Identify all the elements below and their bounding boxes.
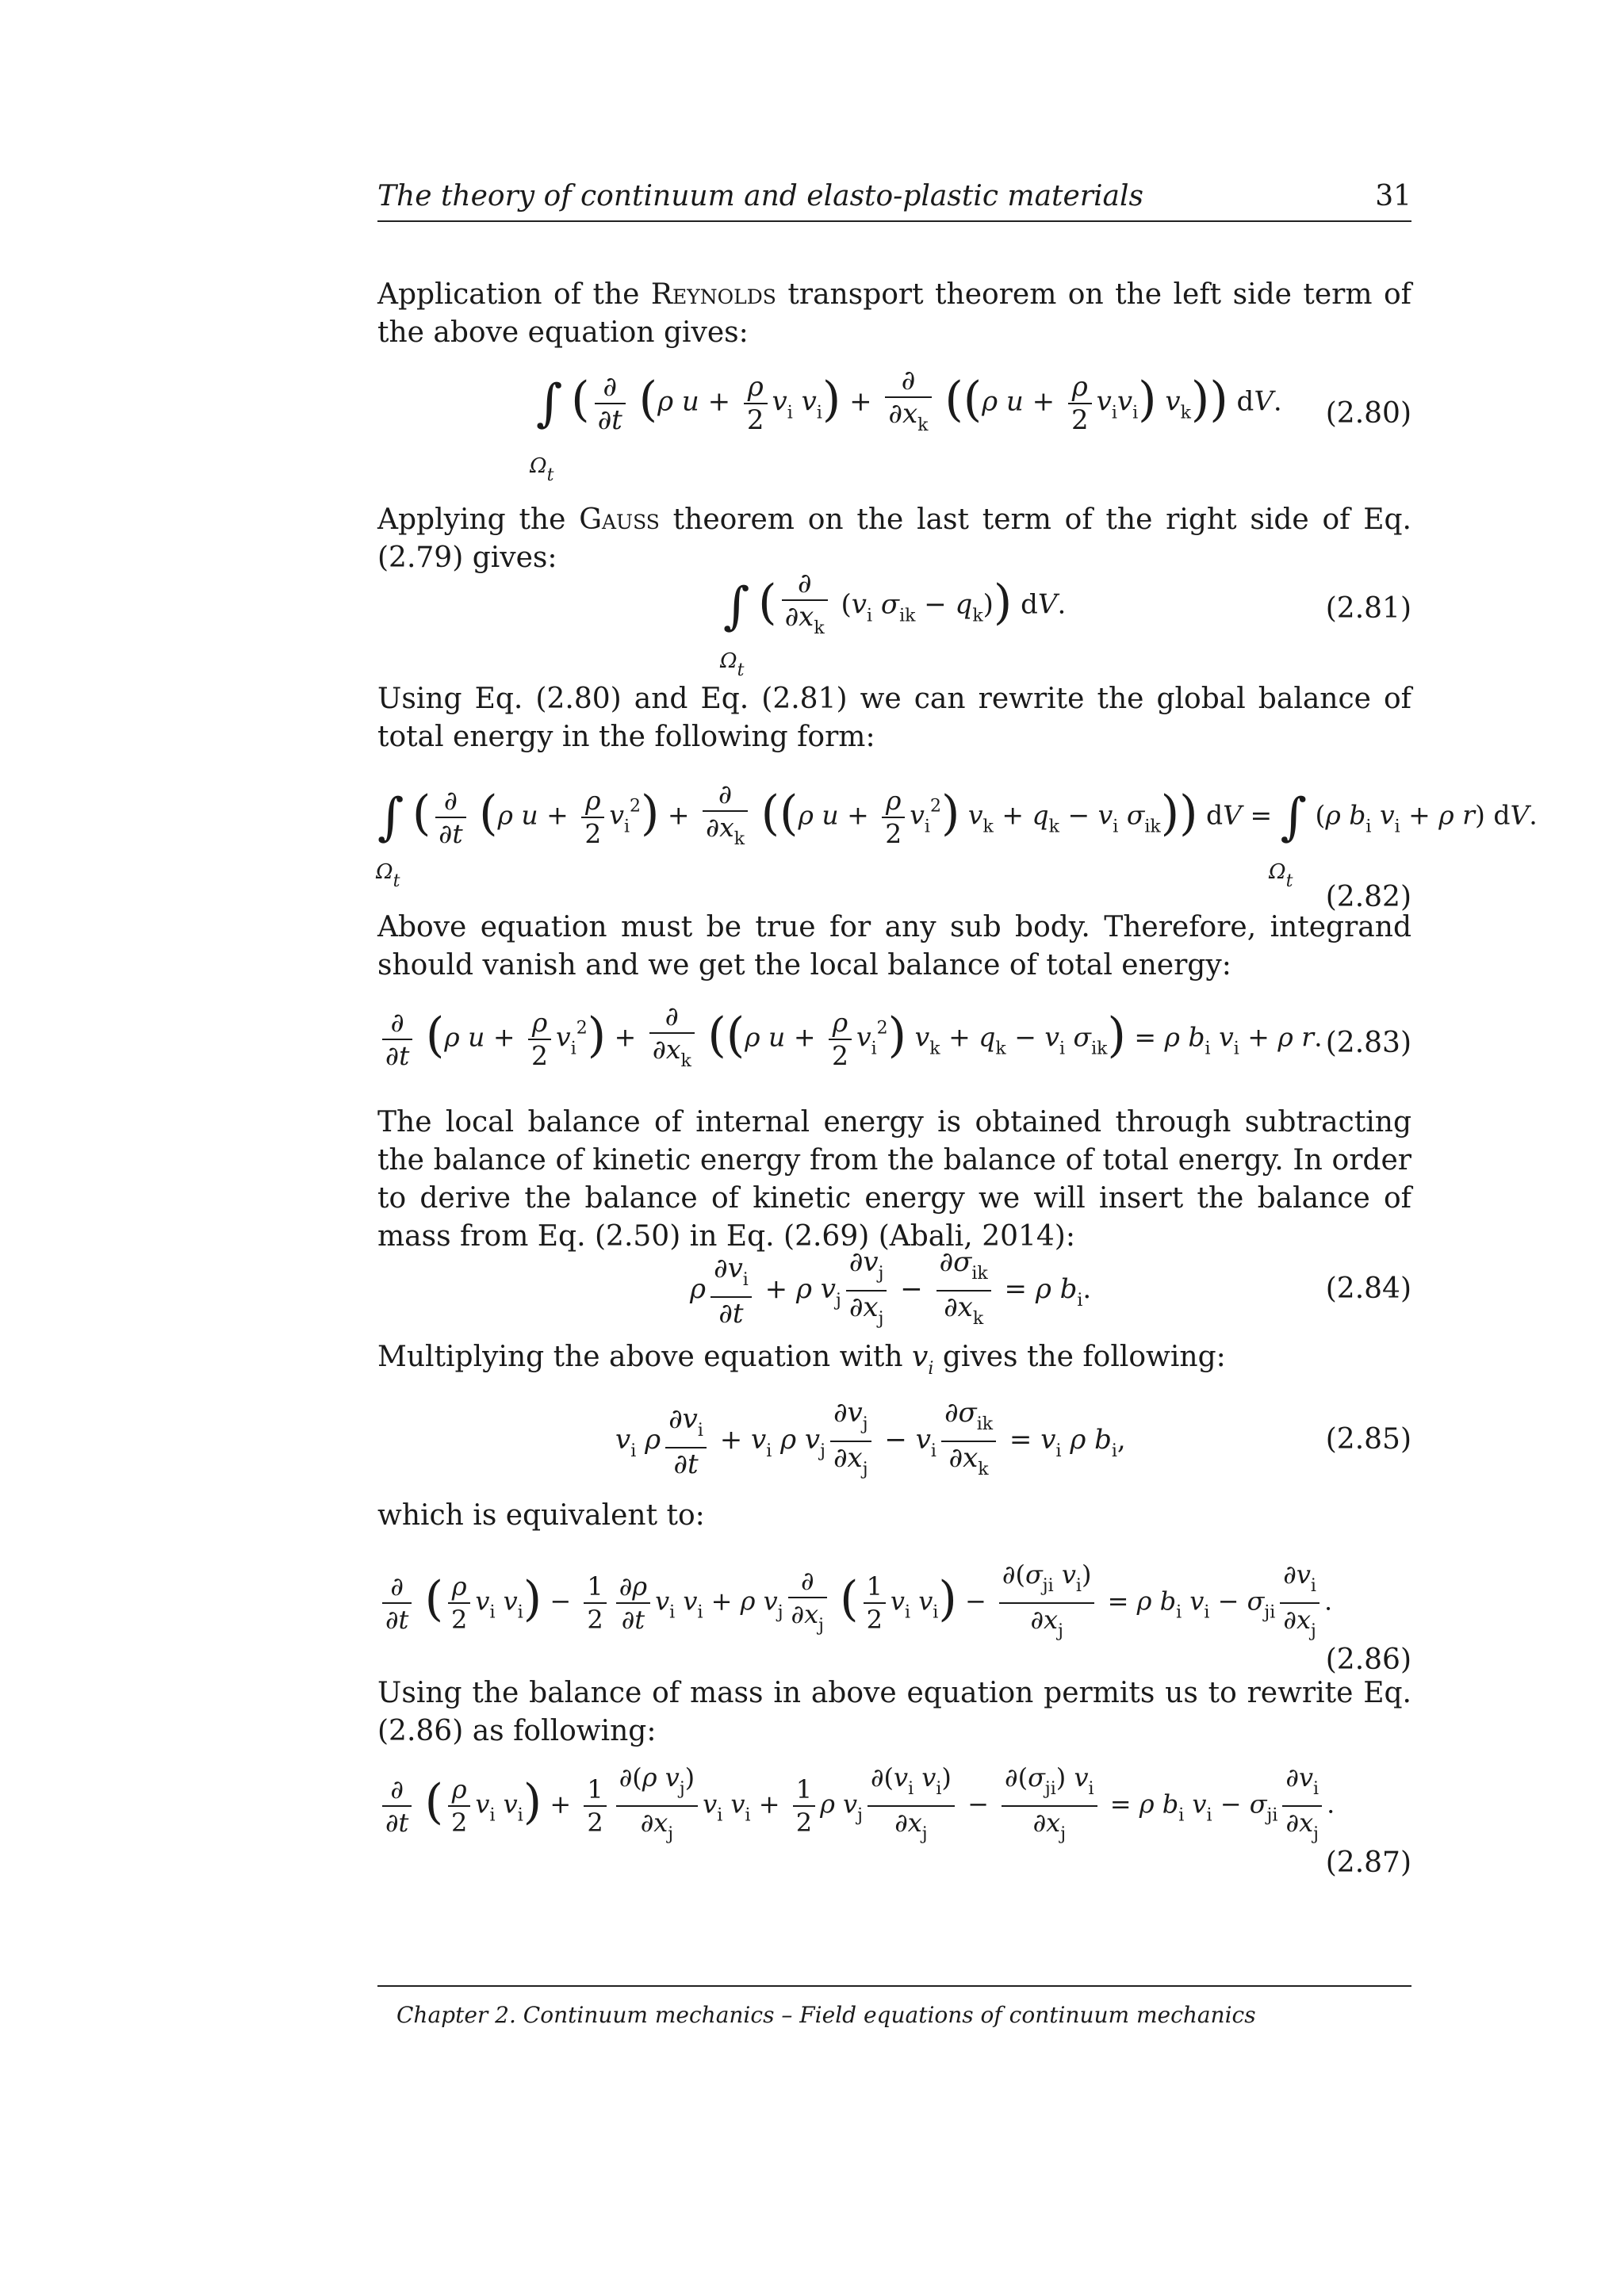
equation-2-81-body: ∫ ( $\frac{\partial}{\partial x_k}$ ($v_i$ $\sigma_{ik} - q_k$)) dV.	[723, 568, 1067, 638]
paragraph-multiply: Multiplying the above equation with $v_i$ gives the following:	[377, 1341, 1226, 1379]
equation-number: (2.83)	[1325, 1027, 1411, 1059]
equation-2-83-body: $\frac{\partial}{\partial t}$ (ρ u + $\frac{\rho}{2}$ $v_i^2$) + $\frac{\partial}{\partial x_k}$ ((ρ u + $\frac{\rho}{2}$ $v_i^2$) $v_k + q_k - v_i$ $\sigma_{ik}) = \rho$ $b_i$ $v_i + \rho$ r.	[377, 1001, 1323, 1077]
equation-number: (2.87)	[1325, 1846, 1411, 1879]
running-footer: Chapter 2. Continuum mechanics – Field equations of continuum mechanics	[396, 2002, 1256, 2028]
paragraph-global-balance: Using Eq. (2.80) and Eq. (2.81) we can rewrite the global balance of total energy in the following form:	[377, 683, 1411, 753]
equation-2-82	[377, 771, 1567, 921]
header-title: The theory of continuum and elasto-plastic materials	[377, 180, 1143, 212]
equation-2-85	[377, 1397, 1411, 1492]
running-header	[377, 181, 1411, 222]
equation-2-81	[377, 563, 1411, 680]
equation-2-82-body: ∫ ( $\frac{\partial}{\partial t}$ (ρ u + $\frac{\rho}{2}$ $v_i^2$) + $\frac{\partial}{\partial x_k}$ ((ρ u + $\frac{\rho}{2}$ $v_i^2$) $v_k + q_k - v_i$ $\sigma_{ik}$)) dV = ∫ (ρ $b_i$ $v_i + \rho$ r) dV.	[377, 779, 1538, 849]
paragraph-local-balance: Above equation must be true for any sub body. Therefore, integrand should vanish and we get the local balance of total energy:	[377, 911, 1411, 982]
paragraph-equivalent: which is equivalent to:	[377, 1499, 705, 1532]
gauss-name: Gauss	[579, 503, 660, 536]
equation-2-80	[377, 357, 1411, 484]
equation-number: (2.81)	[1325, 592, 1411, 625]
domain-omega-t: $\Omega_t$	[720, 649, 745, 680]
footer-rule	[377, 1985, 1411, 1987]
paragraph-reynolds: Application of the Reynolds transport theorem on the left side term of the above equation gives:	[377, 278, 1411, 349]
equation-2-83	[377, 1001, 1411, 1096]
equation-2-87-body: $\frac{\partial}{\partial t}$ ( $\frac{\rho}{2}$ $v_i$ $v_i$) + $\frac{1}{2}$ $\frac{\partial(\rho v_j)}{\partial x_j}$ $v_i$ $v_i$ + $\frac{1}{2}$ ρ $v_j$ $\frac{\partial(v_i v_i)}{\partial x_j}$ − $\frac{\partial(\sigma_{ji}) v_i}{\partial x_j}$ = ρ $b_i$ $v_i - \sigma_{ji}$ $\frac{\partial v_i}{\partial x_j}$ .	[377, 1762, 1335, 1850]
equation-2-86-body: $\frac{\partial}{\partial t}$ ( $\frac{\rho}{2}$ $v_i$ $v_i$) − $\frac{1}{2}$ $\frac{\partial\rho}{\partial t}$ $v_i$ $v_i + \rho$ $v_j$ $\frac{\partial}{\partial x_j}$ ( $\frac{1}{2}$ $v_i$ $v_i$) − $\frac{\partial(\sigma_{ji} v_i)}{\partial x_j}$ = ρ $b_i$ $v_i - \sigma_{ji}$ $\frac{\partial v_i}{\partial x_j}$ .	[377, 1559, 1332, 1647]
equation-number: (2.82)	[1325, 881, 1411, 913]
domain-omega-t: $\Omega_t$	[376, 860, 400, 891]
domain-omega-t-right: $\Omega_t$	[1269, 860, 1293, 891]
equation-2-84	[377, 1246, 1411, 1334]
paragraph-internal-energy: The local balance of internal energy is obtained through subtracting the balance of kinetic energy from the balance of total energy. In order to derive the balance of kinetic energy we will insert the balance of mass from Eq. (2.50) in Eq. (2.69) (Abali, 2014):	[377, 1106, 1411, 1253]
reynolds-name: Reynolds	[650, 278, 776, 311]
equation-2-80-body: ∫ ( $\frac{\partial}{\partial t}$ (ρ u + $\frac{\rho}{2}$ $v_i$ $v_i$) + $\frac{\partial}{\partial x_k}$ ((ρ u + $\frac{\rho}{2}$ $v_iv_i$) $v_k$)) dV.	[536, 365, 1282, 436]
equation-2-85-body: $v_i$ ρ $\frac{\partial v_i}{\partial t}$ + $v_i$ ρ $v_j$ $\frac{\partial v_j}{\partial x_j}$ − $v_i$ $\frac{\partial\sigma_{ik}}{\partial x_k}$ = $v_i$ ρ $b_i$,	[615, 1397, 1126, 1480]
equation-number: (2.85)	[1325, 1423, 1411, 1456]
equation-number: (2.80)	[1325, 397, 1411, 430]
page-number: 31	[1375, 180, 1411, 212]
paragraph-rewrite: Using the balance of mass in above equation permits us to rewrite Eq. (2.86) as following:	[377, 1677, 1411, 1747]
domain-omega-t: $\Omega_t$	[530, 454, 554, 485]
equation-number: (2.86)	[1325, 1644, 1411, 1676]
variable-vi: $v_i$	[912, 1341, 934, 1379]
equation-2-86	[377, 1559, 1411, 1678]
equation-number: (2.84)	[1325, 1272, 1411, 1305]
equation-2-84-body: ρ $\frac{\partial v_i}{\partial t}$ + ρ $v_j$ $\frac{\partial v_j}{\partial x_j}$ − $\frac{\partial\sigma_{ik}}{\partial x_k}$ = ρ $b_i$.	[690, 1246, 1092, 1330]
equation-2-87	[377, 1762, 1411, 1888]
paragraph-gauss: Applying the Gauss theorem on the last term of the right side of Eq. (2.79) gives:	[377, 503, 1411, 574]
